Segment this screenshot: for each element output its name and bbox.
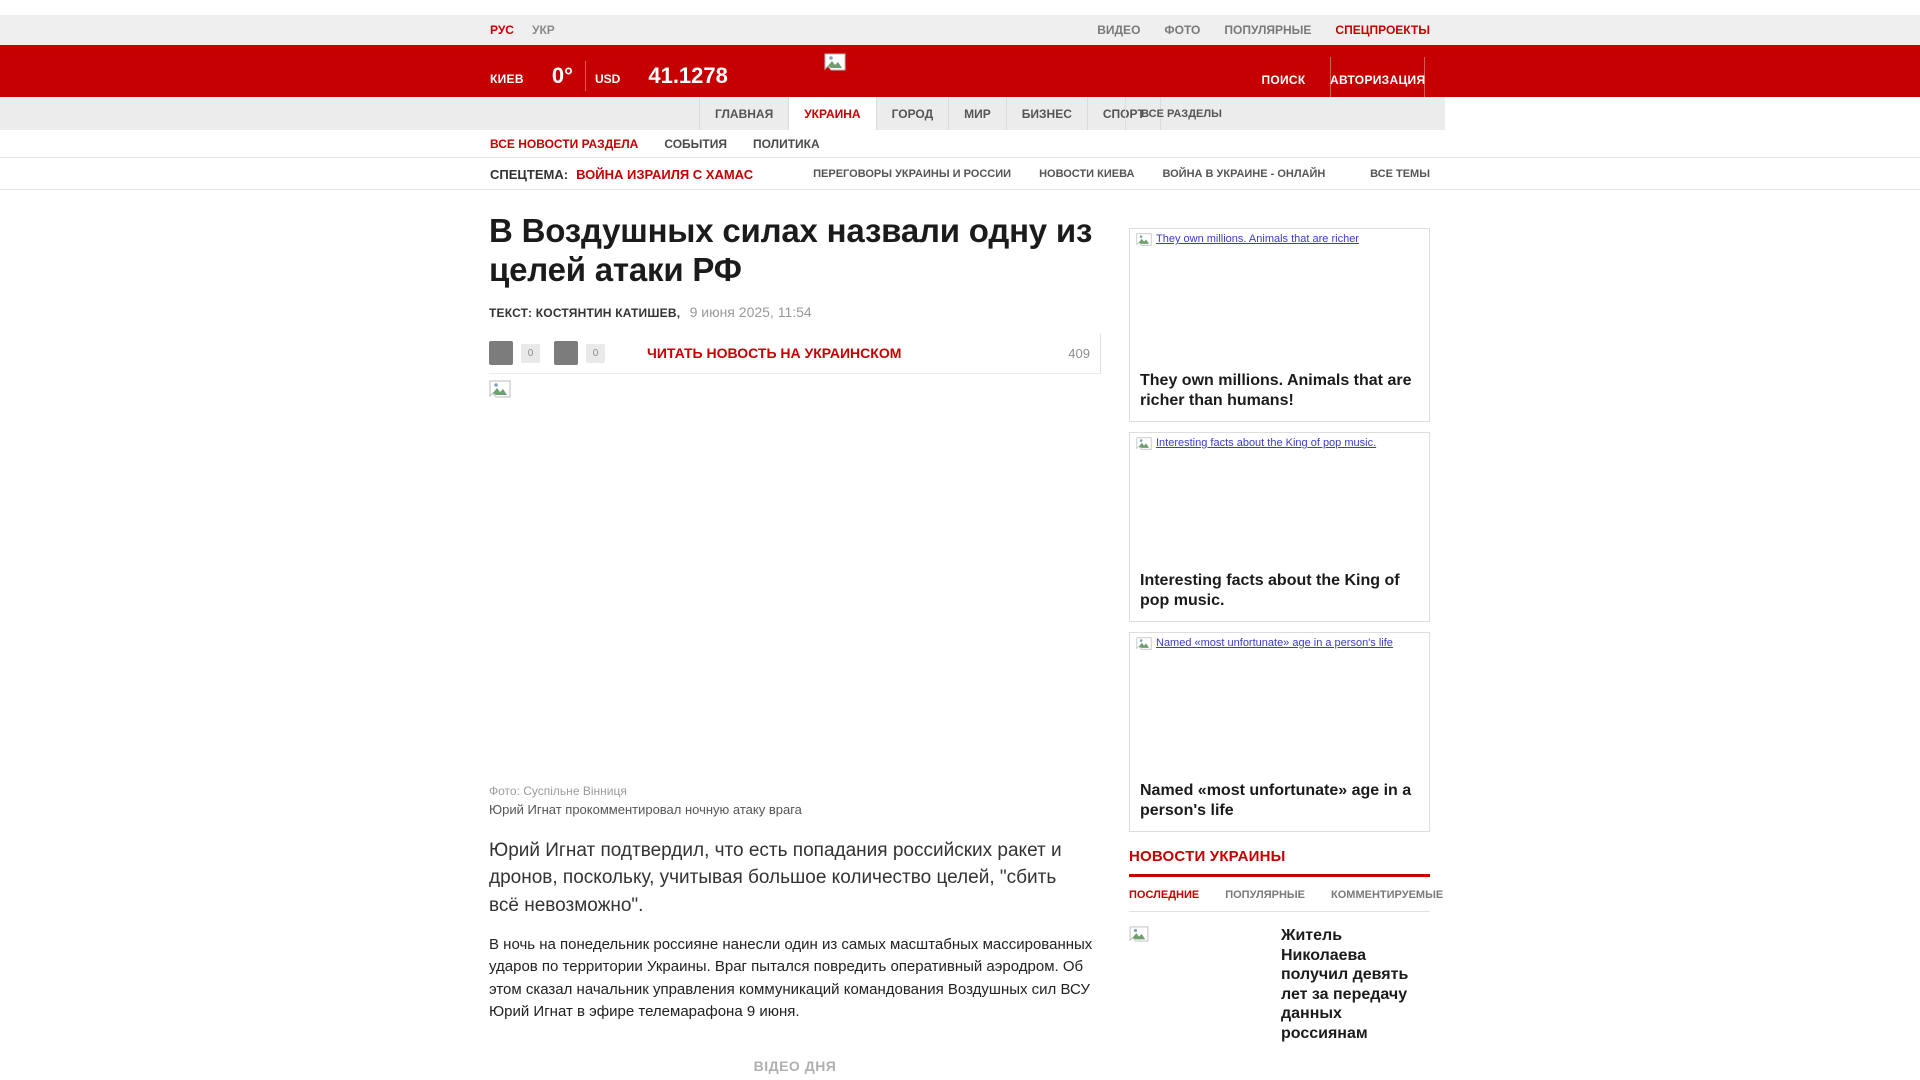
news-item-title[interactable]: Житель Николаева получил девять лет за передачу данных россиянам <box>1281 927 1409 1042</box>
currency-code: USD <box>595 72 621 86</box>
share-button-twitter[interactable] <box>554 341 578 365</box>
broken-image-icon <box>1136 637 1152 650</box>
promo-alt-text: Interesting facts about the King of pop music. <box>1156 437 1377 449</box>
nav-all-sections[interactable]: ВСЕ РАЗДЕЛЫ <box>1125 97 1237 130</box>
article <box>489 212 1101 1074</box>
top-link-popular[interactable]: ПОПУЛЯРНЫЕ <box>1224 23 1312 37</box>
article-title: В Воздушных силах назвали одну из целей атаки РФ <box>489 212 1093 288</box>
promo-title[interactable]: Interesting facts about the King of pop music. <box>1140 572 1400 609</box>
news-tab-latest[interactable]: ПОСЛЕДНИЕ <box>1129 889 1200 901</box>
news-tab-commented[interactable]: КОММЕНТИРУЕМЫЕ <box>1331 889 1444 901</box>
weather-city: КИЕВ <box>490 72 524 86</box>
sidebar <box>1129 228 1444 1043</box>
share-row <box>489 334 1101 374</box>
section-subnav <box>0 130 1920 158</box>
top-links <box>1097 23 1430 37</box>
promo-card[interactable] <box>1129 432 1430 622</box>
spectheme-highlight-link[interactable]: ВОЙНА ИЗРАИЛЯ С ХАМАС <box>576 166 754 182</box>
article-lead: Юрий Игнат подтвердил, что есть попадания российских ракет и дронов, поскольку, учитывая большое количество целей, "сбить всё невозможно". <box>489 839 1062 916</box>
nav-item-sport[interactable]: СПОРТ <box>1088 97 1161 130</box>
nav-item-city[interactable]: ГОРОД <box>877 97 950 130</box>
search-button[interactable]: ПОИСК <box>1261 73 1306 87</box>
top-link-video[interactable]: ВИДЕО <box>1097 23 1141 37</box>
article-body: В ночь на понедельник россияне нанесли один из самых масштабных массированных ударов по территории Украины. Враг пытался повредить оперативный аэродром. Об этом сказал начальник управления коммуникаций командования Воздушных сил ВСУ Юрий Игнат в эфире телемарафона 9 июня. <box>489 935 1093 1021</box>
top-link-photo[interactable]: ФОТО <box>1164 23 1201 37</box>
news-list-item[interactable] <box>1129 926 1430 1043</box>
site-logo[interactable] <box>824 53 846 76</box>
article-image-placeholder <box>489 380 1101 780</box>
article-author[interactable]: ТЕКСТ: КОСТЯНТИН КАТИШЕВ, <box>489 305 681 320</box>
news-tab-popular[interactable]: ПОПУЛЯРНЫЕ <box>1225 889 1306 901</box>
article-date: 9 июня 2025, 11:54 <box>689 303 812 320</box>
nav-item-main[interactable]: ГЛАВНАЯ <box>700 97 789 130</box>
top-utility-bar <box>0 15 1920 45</box>
promo-card[interactable] <box>1129 228 1430 422</box>
header-band <box>0 45 1920 97</box>
currency-widget[interactable] <box>595 63 728 89</box>
main-nav <box>0 97 1445 130</box>
promo-card[interactable] <box>1129 632 1430 832</box>
share-button-facebook[interactable] <box>489 341 513 365</box>
photo-caption: Юрий Игнат прокомментировал ночную атаку врага <box>489 801 802 817</box>
spectheme-all-topics[interactable]: ВСЕ ТЕМЫ <box>1370 168 1430 180</box>
nav-item-business[interactable]: БИЗНЕС <box>1007 97 1088 130</box>
article-byline <box>489 304 1101 320</box>
spectheme-label: СПЕЦТЕМА: <box>490 166 569 182</box>
weather-widget[interactable] <box>490 63 573 89</box>
broken-image-icon <box>489 380 511 398</box>
lang-ukr-link[interactable]: УКР <box>531 23 555 37</box>
promo-title[interactable]: Named «most unfortunate» age in a person's life <box>1140 782 1412 819</box>
share-count-badge: 0 <box>586 344 605 363</box>
views-count: 409 <box>1068 345 1090 361</box>
ukraine-news-section <box>1129 848 1444 1043</box>
weather-temperature: 0° <box>551 63 573 88</box>
language-switcher <box>490 23 555 37</box>
broken-image-icon <box>1136 233 1152 246</box>
read-in-ukrainian-link[interactable]: ЧИТАТЬ НОВОСТЬ НА УКРАИНСКОМ <box>647 345 902 362</box>
news-item-thumbnail <box>1129 926 1281 1043</box>
spectheme-link-war-online[interactable]: ВОЙНА В УКРАИНЕ - ОНЛАЙН <box>1162 168 1326 180</box>
header-separator <box>585 61 586 91</box>
video-of-day-label: ВІДЕО ДНЯ <box>753 1057 837 1074</box>
lang-rus-link[interactable]: РУС <box>490 23 514 37</box>
broken-image-icon <box>824 53 846 71</box>
news-section-heading[interactable]: НОВОСТИ УКРАИНЫ <box>1129 848 1286 865</box>
subnav-politics[interactable]: ПОЛИТИКА <box>753 137 820 151</box>
spectheme-link-negotiations[interactable]: ПЕРЕГОВОРЫ УКРАИНЫ И РОССИИ <box>813 168 1012 180</box>
subnav-events[interactable]: СОБЫТИЯ <box>664 137 727 151</box>
promo-alt-text: They own millions. Animals that are richer <box>1156 233 1359 245</box>
photo-credit: Фото: Суспільне Вінниця <box>489 783 627 798</box>
nav-item-ukraine[interactable]: УКРАИНА <box>789 97 876 130</box>
spectheme-link-kyiv-news[interactable]: НОВОСТИ КИЕВА <box>1039 168 1135 180</box>
auth-button[interactable]: АВТОРИЗАЦИЯ <box>1330 73 1426 87</box>
promo-title[interactable]: They own millions. Animals that are richer than humans! <box>1140 372 1412 409</box>
spectheme-row <box>0 158 1920 190</box>
share-count-badge: 0 <box>521 344 540 363</box>
promo-alt-text: Named «most unfortunate» age in a person's life <box>1156 637 1393 649</box>
nav-item-world[interactable]: МИР <box>949 97 1007 130</box>
currency-rate: 41.1278 <box>648 63 728 88</box>
broken-image-icon <box>1129 926 1149 942</box>
news-section-rule <box>1129 874 1430 877</box>
broken-image-icon <box>1136 437 1152 450</box>
subnav-all-news[interactable]: ВСЕ НОВОСТИ РАЗДЕЛА <box>490 137 639 151</box>
top-link-specprojects[interactable]: СПЕЦПРОЕКТЫ <box>1335 23 1430 37</box>
